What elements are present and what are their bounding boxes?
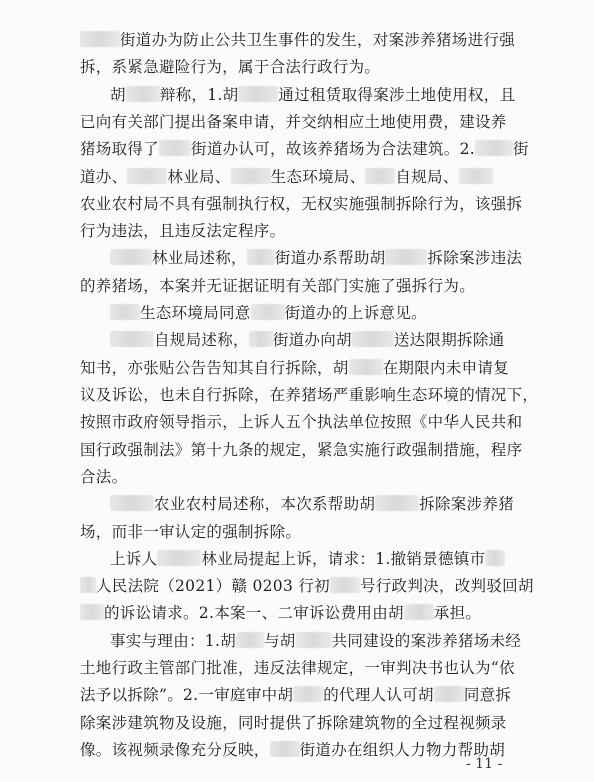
text-line (80, 57, 380, 77)
redacted-text (110, 495, 154, 511)
redacted-text (236, 632, 264, 648)
text-segment: 送达限期拆除通 (393, 331, 505, 349)
redacted-text (385, 249, 427, 265)
text-line (80, 713, 507, 733)
text-segment: 猪场取得了 (80, 140, 160, 158)
redacted-text (80, 31, 120, 47)
text-line (80, 658, 515, 678)
text-line (80, 522, 301, 542)
redacted-text (249, 331, 273, 347)
text-segment: 的代理人认可胡 (323, 686, 434, 704)
text-segment: 生态环境局、 (270, 168, 366, 186)
text-line (80, 603, 481, 623)
redacted-text (231, 168, 271, 184)
text-segment: 行为违法，且违反法定程序。 (80, 222, 286, 240)
text-segment: 同意拆 (463, 686, 512, 704)
text-segment: 号行政判决，改判驳回胡 (359, 577, 534, 595)
text-segment: 土地行政主管部门批准，违反法律规定，一审判决书也认为“依 (80, 659, 515, 677)
text-line (80, 194, 522, 214)
text-line (80, 167, 493, 187)
text-segment: 道办、 (80, 168, 128, 186)
text-line (80, 112, 507, 132)
redacted-text (247, 249, 275, 265)
redacted-text (157, 550, 201, 566)
text-line (110, 248, 522, 268)
text-segment: 辩称，1.胡 (159, 86, 239, 104)
redacted-text (127, 168, 167, 184)
text-segment: 事实与理由：1.胡 (110, 632, 236, 650)
text-segment: 街 (513, 140, 529, 158)
text-segment: 国行政强制法》第十九条的规定，紧急实施行政强制措施，程序 (80, 441, 523, 459)
text-line (80, 385, 538, 405)
text-segment: 承担。 (433, 604, 482, 622)
text-line (80, 576, 534, 596)
text-line (80, 139, 529, 159)
redacted-text (434, 686, 464, 702)
text-segment: 的养猪场，本案并无证据证明有关部门实施了强拆行为。 (80, 277, 476, 295)
redacted-text (365, 168, 395, 184)
text-line (110, 330, 504, 350)
text-segment: 法予以拆除”。2.一审庭审中胡 (80, 686, 294, 704)
redacted-text (270, 741, 300, 757)
redacted-text (110, 249, 152, 265)
text-segment: 上诉人 (110, 550, 158, 568)
text-segment: 林业局提起上诉，请求：1.撤销景德镇市 (201, 550, 486, 568)
text-segment: 街道办在组织人力物力帮助胡 (299, 741, 506, 759)
text-line (110, 85, 515, 105)
text-segment: 街道办为防止公共卫生事件的发生，对案涉养猪场进行强 (120, 31, 516, 49)
redacted-text (293, 686, 323, 702)
text-segment: 街道办认可，故该养猪场为合法建筑。2. (191, 140, 476, 158)
redacted-text (110, 331, 154, 347)
redacted-text (296, 632, 332, 648)
redacted-text (375, 495, 419, 511)
page-number: - 11 - (466, 756, 503, 772)
text-segment: 街道办的上诉意见。 (284, 304, 427, 322)
text-line (110, 303, 427, 323)
text-segment: 林业局、 (167, 168, 231, 186)
text-segment: 拆，系紧急避险行为，属于合法行政行为。 (80, 58, 381, 76)
text-line (110, 549, 505, 569)
text-segment: 场，而非一审认定的强制拆除。 (80, 523, 302, 541)
redacted-text (251, 304, 285, 320)
redacted-text (126, 86, 160, 102)
text-segment: 自规局述称， (154, 331, 249, 349)
redacted-text (330, 577, 360, 593)
redacted-text (238, 86, 278, 102)
text-segment: 除案涉建筑物及设施，同时提供了拆除建筑物的全过程视频录 (80, 714, 507, 732)
redacted-text (159, 140, 191, 156)
text-segment: 共同建设的案涉养猪场未经 (331, 632, 522, 650)
text-segment: 在期限内未申请复 (382, 359, 510, 377)
redacted-text (349, 359, 383, 375)
text-segment: 胡 (110, 86, 126, 104)
text-segment: 已向有关部门提出备案申请，并交纳相应土地使用费，建设养 (80, 113, 507, 131)
redacted-text (404, 604, 434, 620)
text-segment: 拆除案涉养猪 (419, 495, 515, 513)
redacted-text (80, 604, 104, 620)
text-segment: 议及诉讼，也未自行拆除，在养猪场严重影响生态环境的情况下， (80, 386, 539, 404)
text-segment: 拆除案涉违法 (427, 249, 523, 267)
text-segment: 街道办系帮助胡 (274, 249, 386, 267)
redacted-text (110, 304, 140, 320)
text-segment: 林业局述称， (152, 249, 247, 267)
text-segment: 知书，亦张贴公告告知其自行拆除，胡 (80, 359, 349, 377)
redacted-text (475, 140, 513, 156)
text-line (80, 467, 127, 487)
text-segment: 生态环境局同意 (140, 304, 251, 322)
redacted-text (459, 168, 493, 184)
text-line (80, 412, 522, 432)
text-segment: 农业农村局述称，本次系帮助胡 (154, 495, 376, 513)
text-line (80, 685, 511, 705)
text-segment: 像。该视频录像充分反映， (80, 741, 270, 759)
text-line (110, 631, 521, 651)
text-line (80, 276, 475, 296)
text-segment: 通过租赁取得案涉土地使用权，且 (278, 86, 516, 104)
text-line (110, 494, 514, 514)
text-segment: 与胡 (264, 632, 296, 650)
redacted-text (80, 577, 96, 593)
text-segment: 合法。 (80, 468, 128, 486)
redacted-text (485, 550, 505, 566)
text-segment: 按照市政府领导指示，上诉人五个执法单位按照《中华人民共和 (80, 413, 523, 431)
text-segment: 农业农村局不具有强制执行权，无权实施强制拆除行为，该强拆 (80, 195, 523, 213)
text-segment: 自规局、 (395, 168, 459, 186)
text-line (80, 30, 515, 50)
text-line (80, 358, 509, 378)
text-segment: 街道办向胡 (272, 331, 352, 349)
redacted-text (352, 331, 394, 347)
text-segment: 人民法院（2021）赣 0203 行初 (96, 577, 330, 595)
text-segment: 的诉讼请求。2.本案一、二审诉讼费用由胡 (104, 604, 404, 622)
text-line (80, 221, 285, 241)
text-line (80, 440, 522, 460)
text-line (80, 740, 505, 760)
